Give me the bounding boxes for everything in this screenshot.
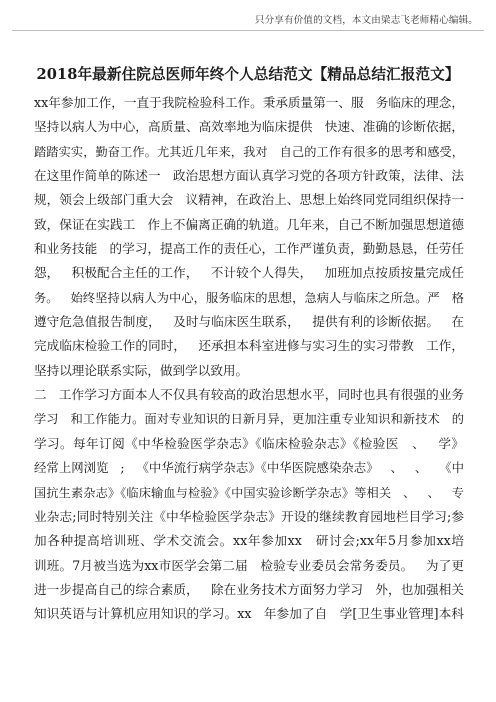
body-line: 规，领会上级部门重大会 议精神，在政治上、思想上始终同党同组织保持一 — [34, 192, 464, 208]
body-line: 坚持以理论联系实际，做到学以致用。 — [34, 362, 249, 378]
body-line: xx年参加工作，一直于我院检验科工作。秉承质量第一、服 务临床的理念， — [34, 95, 464, 110]
document-body — [34, 91, 464, 627]
body-line: 加各种提高培训班、学术交流会。xx年参加xx 研讨会;xx年5月参加xx培 — [34, 533, 464, 549]
body-line: 进一步提高自己的综合素质， 除在业务技术方面努力学习 外，也加强相关 — [34, 581, 464, 597]
body-line: 遵守危急值报告制度， 及时与临床医生联系， 提供有利的诊断依据。 在 — [34, 314, 464, 330]
header-divider — [12, 30, 484, 31]
body-line: 二 工作学习方面本人不仅具有较高的政治思想水平，同时也具有很强的业务 — [34, 387, 464, 403]
body-line: 经常上网浏览 ; 《中华流行病学杂志》《中华医院感染杂志》 、 、 《中 — [34, 460, 464, 476]
body-line: 坚持以病人为中心，高质量、高效率地为临床提供 快速、准确的诊断依据， — [34, 119, 464, 135]
document-title: 2018年最新住院总医师年终个人总结范文【精品总结汇报范文】 — [36, 66, 460, 83]
body-line: 务。 始终坚持以病人为中心，服务临床的思想，急病人与临床之所急。严 格 — [34, 290, 464, 305]
body-line: 学习。每年订阅《中华检验医学杂志》《临床检验杂志》《检验医 、 学》 — [34, 435, 464, 451]
body-line: 和业务技能 的学习，提高工作的责任心，工作严谨负责，勤勤恳恳，任劳任 — [34, 241, 464, 257]
body-line: 国抗生素杂志》《临床输血与检验》《中国实验诊断学杂志》等相关 、 、 专 — [34, 485, 464, 500]
body-line: 致，保证在实践工 作上不偏离正确的轨道。几年来，自己不断加强思想道德 — [34, 216, 464, 232]
body-line: 怨， 积极配合主任的工作， 不计较个人得失， 加班加点按质按量完成任 — [34, 265, 464, 281]
body-line: 踏踏实实，勤奋工作。尤其近几年来，我对 自己的工作有很多的思考和感受， — [34, 144, 464, 159]
body-line: 学习 和工作能力。面对专业知识的日新月异，更加注重专业知识和新技术 的 — [34, 412, 464, 427]
body-line: 知识英语与计算机应用知识的学习。xx 年参加了自 学[卫生事业管理]本科 — [34, 606, 464, 622]
body-line: 在这里作简单的陈述一 政治思想方面认真学习党的各项方针政策，法律、法 — [34, 168, 464, 184]
body-line: 业杂志;同时特别关注《中华检验医学杂志》开设的继续教育园地栏目学习;参 — [34, 508, 464, 524]
header-note: 只分享有价值的文档，本文由梁志飞老师精心编辑。 — [254, 15, 478, 26]
body-line: 完成临床检验工作的同时， 还承担本科室进修与实习生的实习带教 工作， — [34, 338, 464, 354]
body-line: 训班。7月被当选为xx市医学会第二届 检验专业委员会常务委员。 为了更 — [34, 557, 464, 573]
